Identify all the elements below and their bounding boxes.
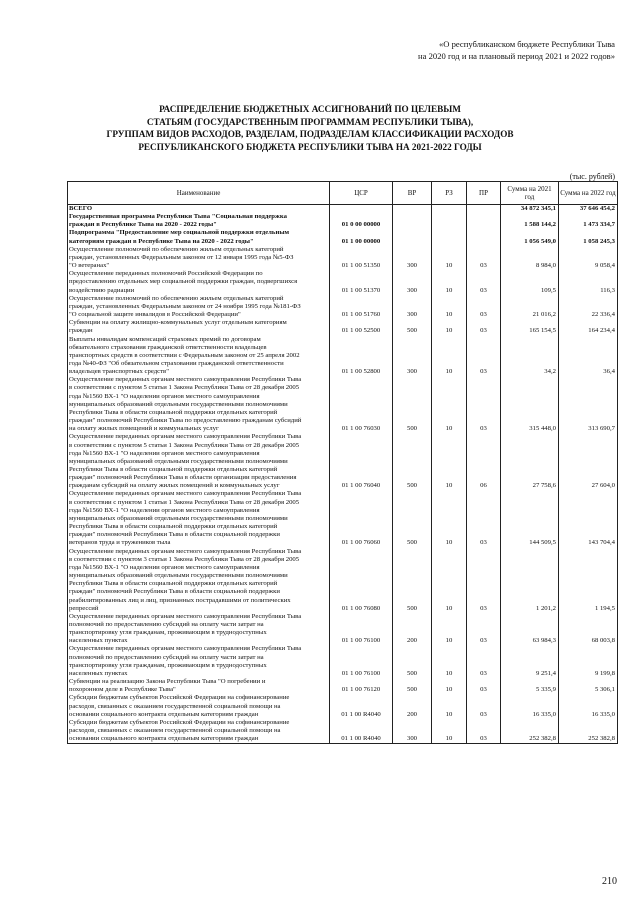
row-vr: 300 <box>393 719 432 744</box>
row-name-line: владельцев транспортных средств" <box>69 368 169 376</box>
row-name <box>68 433 330 490</box>
page-number: 210 <box>602 876 617 887</box>
row-csr: 01 1 00 76040 <box>330 433 393 490</box>
row-vr: 300 <box>393 295 432 319</box>
row-sum-2021: 5 335,9 <box>501 678 559 694</box>
table-row <box>68 694 618 718</box>
row-name-line: транспортировку угля гражданам, проживающим в труднодоступных <box>69 661 267 669</box>
row-rz: 10 <box>432 548 467 613</box>
row-rz <box>432 229 467 245</box>
row-name-line: муниципальных образований отдельными государственными полномочиями <box>69 572 288 580</box>
table-row <box>68 229 618 245</box>
table-row <box>68 613 618 646</box>
row-sum-2022: 116,3 <box>559 270 618 294</box>
row-vr <box>393 213 432 229</box>
row-sum-2021: 1 588 144,2 <box>501 213 559 229</box>
row-pr: 03 <box>467 376 501 433</box>
table-row <box>68 678 618 694</box>
row-name-line: в соответствии с пунктом 5 статьи 1 Закона Республики Тыва от 28 декабря 2005 <box>69 384 300 392</box>
row-name-line: граждан" полномочий Республики Тыва по предоставлению гражданам субсидий <box>69 417 302 425</box>
row-vr: 500 <box>393 548 432 613</box>
row-name-line: основании социального контракта отдельным категориям граждан <box>69 710 259 718</box>
row-name <box>68 229 330 245</box>
row-name <box>68 336 330 377</box>
row-sum-2021: 109,5 <box>501 270 559 294</box>
row-name <box>68 719 330 744</box>
table-row <box>68 246 618 270</box>
table-row <box>68 433 618 490</box>
row-sum-2021: 63 984,3 <box>501 613 559 646</box>
row-name-line: обязательного страхования гражданской ответственности владельцев <box>69 343 267 351</box>
row-name-line: "О социальной защите инвалидов в Российской Федерации" <box>69 311 241 319</box>
row-pr: 03 <box>467 490 501 547</box>
row-sum-2021: 16 335,0 <box>501 694 559 718</box>
row-pr: 03 <box>467 319 501 335</box>
row-pr: 03 <box>467 336 501 377</box>
row-csr: 01 1 00 76120 <box>330 678 393 694</box>
row-rz: 10 <box>432 295 467 319</box>
table-row <box>68 295 618 319</box>
row-name-line: года №1560 ВХ-1 "О наделении органов местного самоуправления <box>69 506 260 514</box>
row-sum-2021: 252 382,8 <box>501 719 559 744</box>
col-header-csr: ЦСР <box>330 182 393 205</box>
row-pr: 03 <box>467 678 501 694</box>
row-csr: 01 1 00 76100 <box>330 645 393 678</box>
row-pr: 06 <box>467 433 501 490</box>
row-name <box>68 694 330 718</box>
row-pr: 03 <box>467 548 501 613</box>
header-line: «О республиканском бюджете Республики Тыва <box>438 39 615 49</box>
table-row <box>68 319 618 335</box>
row-name-line: категориям граждан в Республике Тыва на 2020 - 2022 годы" <box>69 237 254 245</box>
row-vr: 500 <box>393 433 432 490</box>
row-pr: 03 <box>467 613 501 646</box>
row-vr: 300 <box>393 336 432 377</box>
row-name-line: населенных пунктах <box>69 637 128 645</box>
row-name-line: Осуществление переданных органам местного самоуправления Республики Тыва <box>69 547 302 555</box>
row-name-line: граждан <box>69 327 93 335</box>
row-sum-2021: 34 872 345,1 <box>501 205 559 214</box>
row-name-line: Республики Тыва в области социальной поддержки отдельных категорий <box>69 466 278 473</box>
row-sum-2022: 164 234,4 <box>559 319 618 335</box>
row-name-line: воздействию радиации <box>69 286 135 294</box>
document-title <box>40 103 580 153</box>
row-rz: 10 <box>432 336 467 377</box>
row-rz: 10 <box>432 678 467 694</box>
row-name <box>68 376 330 433</box>
row-name-line: года №1560 ВХ-1 "О наделении органов местного самоуправления <box>69 392 260 400</box>
row-sum-2022: 16 335,0 <box>559 694 618 718</box>
row-sum-2021: 34,2 <box>501 336 559 377</box>
row-rz: 10 <box>432 376 467 433</box>
row-name-line: в соответствии с пунктом 1 статьи 1 Закона Республики Тыва от 28 декабря 2005 <box>69 498 300 506</box>
row-name-line: муниципальных образований отдельными государственными полномочиями <box>69 457 288 465</box>
table-row <box>68 719 618 744</box>
row-vr: 500 <box>393 319 432 335</box>
row-name-line: года №40-ФЗ "Об обязательном страховании гражданской ответственности <box>69 359 284 367</box>
table-row <box>68 376 618 433</box>
row-name-line: полномочий по предоставлению субсидий на оплату части затрат на <box>69 620 264 628</box>
title-line: РАСПРЕДЕЛЕНИЕ БЮДЖЕТНЫХ АССИГНОВАНИЙ ПО ЦЕЛЕВЫМ <box>159 104 461 114</box>
row-name-line: Осуществление переданных органам местного самоуправления Республики Тыва <box>69 645 302 653</box>
row-rz: 10 <box>432 319 467 335</box>
table-row <box>68 213 618 229</box>
row-rz <box>432 213 467 229</box>
col-header-vr: ВР <box>393 182 432 205</box>
row-name-line: Государственная программа Республики Тыва "Социальная поддержка <box>69 213 287 221</box>
row-name-line: Субвенции на оплату жилищно-коммунальных услуг отдельным категориям <box>69 319 287 327</box>
row-name-line: граждан, установленных Федеральным законом от 24 ноября 1995 года №181-ФЗ <box>69 302 301 310</box>
row-csr: 01 1 00 00000 <box>330 229 393 245</box>
row-csr: 01 1 00 51760 <box>330 295 393 319</box>
row-sum-2021: 144 509,5 <box>501 490 559 547</box>
row-sum-2022: 36,4 <box>559 336 618 377</box>
row-name <box>68 678 330 694</box>
row-sum-2022: 27 604,0 <box>559 433 618 490</box>
row-csr: 01 1 00 76060 <box>330 490 393 547</box>
row-name-line: Осуществление переданных органам местного самоуправления Республики Тыва <box>69 376 302 384</box>
row-name-line: полномочий по предоставлению субсидий на оплату части затрат на <box>69 653 264 661</box>
row-name-line: предоставлению отдельных мер социальной поддержки граждан, подвергшихся <box>69 278 298 286</box>
title-line: СТАТЬЯМ (ГОСУДАРСТВЕННЫМ ПРОГРАММАМ РЕСПУБЛИКИ ТЫВА), <box>146 116 474 127</box>
table-row <box>68 205 618 214</box>
row-name-line: расходов, связанных с оказанием государственной социальной помощи на <box>69 727 281 734</box>
row-sum-2022: 22 336,4 <box>559 295 618 319</box>
row-name-line: Субвенции на реализацию Закона Республики Тыва "О погребении и <box>69 678 266 686</box>
table-row <box>68 645 618 678</box>
row-pr: 03 <box>467 645 501 678</box>
title-line: ГРУППАМ ВИДОВ РАСХОДОВ, РАЗДЕЛАМ, ПОДРАЗДЕЛАМ КЛАССИФИКАЦИИ РАСХОДОВ <box>106 129 514 139</box>
row-name-line: репрессий <box>69 604 99 612</box>
budget-table <box>67 181 618 744</box>
row-rz: 10 <box>432 270 467 294</box>
row-vr: 300 <box>393 246 432 270</box>
row-name-line: года №1560 ВХ-1 "О наделении органов местного самоуправления <box>69 449 260 457</box>
row-name <box>68 490 330 547</box>
row-pr <box>467 213 501 229</box>
row-vr: 200 <box>393 694 432 718</box>
row-rz: 10 <box>432 694 467 718</box>
row-sum-2022: 9 058,4 <box>559 246 618 270</box>
row-name-line: граждан, установленных Федеральным законом от 12 января 1995 года №5-ФЗ <box>69 253 294 261</box>
row-name <box>68 213 330 229</box>
row-name-line: граждан в Республике Тыва на 2020 - 2022 годы" <box>69 221 217 229</box>
row-vr: 500 <box>393 678 432 694</box>
row-name-line: года №1560 ВХ-1 "О наделении органов местного самоуправления <box>69 563 260 571</box>
row-pr <box>467 205 501 214</box>
row-csr: 01 0 00 00000 <box>330 213 393 229</box>
row-csr: 01 1 00 R4040 <box>330 719 393 744</box>
row-sum-2022: 5 306,1 <box>559 678 618 694</box>
row-pr: 03 <box>467 719 501 744</box>
row-name-line: реабилитированных лиц и лиц, признанных пострадавшими от политических <box>69 596 291 604</box>
row-name <box>68 205 330 214</box>
document-header <box>315 38 615 62</box>
row-vr: 500 <box>393 645 432 678</box>
row-rz: 10 <box>432 719 467 744</box>
row-name-line: граждан" полномочий Республики Тыва в области социальной поддержки <box>69 531 280 539</box>
row-name-line: гражданам субсидий на оплату жилых помещений и коммунальных услуг <box>69 482 280 490</box>
row-name-line: Осуществление полномочий по обеспечению жильем отдельных категорий <box>69 245 284 253</box>
row-vr: 500 <box>393 490 432 547</box>
row-csr: 01 1 00 51370 <box>330 270 393 294</box>
row-name-line: Осуществление переданных органам местного самоуправления Республики Тыва <box>69 612 302 620</box>
row-pr: 03 <box>467 270 501 294</box>
row-csr: 01 1 00 52800 <box>330 336 393 377</box>
row-sum-2021: 315 448,0 <box>501 376 559 433</box>
row-sum-2022: 68 003,8 <box>559 613 618 646</box>
row-name-line: Субсидии бюджетам субъектов Российской Федерации на софинансирование <box>69 694 290 702</box>
row-name-line: в соответствии с пунктом 3 статьи 1 Закона Республики Тыва от 28 декабря 2005 <box>69 555 300 563</box>
row-csr: 01 1 00 76100 <box>330 613 393 646</box>
row-vr: 500 <box>393 376 432 433</box>
row-name <box>68 548 330 613</box>
row-name-line: похоронном деле в Республике Тыва" <box>69 686 176 694</box>
row-rz: 10 <box>432 433 467 490</box>
table-row <box>68 270 618 294</box>
row-name-line: граждан" полномочий Республики Тыва в области социальной поддержки <box>69 588 280 596</box>
row-csr: 01 1 00 R4040 <box>330 694 393 718</box>
row-name-line: транспортных средств в соответствии с Федеральным законом от 25 апреля 2002 <box>69 351 300 359</box>
row-sum-2022: 1 194,5 <box>559 548 618 613</box>
table-row <box>68 548 618 613</box>
row-rz: 10 <box>432 645 467 678</box>
row-name-line: расходов, связанных с оказанием государственной социальной помощи на <box>69 702 281 710</box>
row-name-line: Осуществление переданных органам местного самоуправления Республики Тыва <box>69 490 302 498</box>
row-sum-2021: 8 984,0 <box>501 246 559 270</box>
row-name-line: Выплаты инвалидам компенсаций страховых премий по договорам <box>69 335 261 343</box>
col-header-name: Наименование <box>68 182 330 205</box>
row-vr: 300 <box>393 270 432 294</box>
header-line: на 2020 год и на плановый период 2021 и 2022 годов» <box>418 51 615 61</box>
col-header-rz: РЗ <box>432 182 467 205</box>
row-sum-2022: 37 646 454,2 <box>559 205 618 214</box>
row-vr <box>393 229 432 245</box>
table-row <box>68 336 618 377</box>
row-name <box>68 246 330 270</box>
row-name <box>68 270 330 294</box>
row-name <box>68 613 330 646</box>
row-name-line: "О ветеранах" <box>69 262 110 270</box>
row-csr: 01 1 00 76080 <box>330 548 393 613</box>
row-rz: 10 <box>432 613 467 646</box>
row-pr: 03 <box>467 694 501 718</box>
row-name-line: Осуществление переданных органам местного самоуправления Республики Тыва <box>69 433 302 441</box>
row-name-line: ветеранов труда и тружеников тыла <box>69 539 171 547</box>
row-name-line: муниципальных образований отдельными государственными полномочиями <box>69 400 288 408</box>
row-name-line: Республики Тыва в области социальной поддержки отдельных категорий <box>69 580 278 588</box>
row-sum-2021: 27 758,6 <box>501 433 559 490</box>
row-sum-2022: 9 199,8 <box>559 645 618 678</box>
row-csr <box>330 205 393 214</box>
row-sum-2021: 1 056 549,0 <box>501 229 559 245</box>
row-name-line: Осуществление полномочий по обеспечению жильем отдельных категорий <box>69 294 284 302</box>
units-label: (тыс. рублей) <box>569 172 615 181</box>
col-header-pr: ПР <box>467 182 501 205</box>
row-name <box>68 645 330 678</box>
row-csr: 01 1 00 51350 <box>330 246 393 270</box>
row-sum-2021: 165 154,5 <box>501 319 559 335</box>
row-rz: 10 <box>432 490 467 547</box>
row-sum-2021: 21 016,2 <box>501 295 559 319</box>
col-header-sum-2021: Сумма на 2021 год <box>501 182 559 205</box>
row-sum-2022: 252 382,8 <box>559 719 618 744</box>
row-sum-2021: 9 251,4 <box>501 645 559 678</box>
row-csr: 01 1 00 52500 <box>330 319 393 335</box>
row-vr <box>393 205 432 214</box>
row-sum-2022: 313 690,7 <box>559 376 618 433</box>
row-pr <box>467 229 501 245</box>
row-name-line: в соответствии с пунктом 5 статьи 1 Закона Республики Тыва от 28 декабря 2005 <box>69 441 300 449</box>
row-sum-2021: 1 201,2 <box>501 548 559 613</box>
row-rz: 10 <box>432 246 467 270</box>
row-pr: 03 <box>467 295 501 319</box>
row-name-line: Республики Тыва в области социальной поддержки отдельных категорий <box>69 523 278 531</box>
row-rz <box>432 205 467 214</box>
row-sum-2022: 143 704,4 <box>559 490 618 547</box>
row-sum-2022: 1 058 245,3 <box>559 229 618 245</box>
row-pr: 03 <box>467 246 501 270</box>
table-row <box>68 490 618 547</box>
row-vr: 200 <box>393 613 432 646</box>
row-name <box>68 295 330 319</box>
col-header-sum-2022: Сумма на 2022 год <box>559 182 618 205</box>
row-name-line: Республики Тыва в области социальной поддержки отдельных категорий <box>69 408 278 416</box>
row-name-line: Подпрограмма "Предоставление мер социальной поддержки отдельным <box>69 229 290 237</box>
row-name-line: населенных пунктах <box>69 669 128 677</box>
row-name-line: Субсидии бюджетам субъектов Российской Федерации на софинансирование <box>69 718 290 726</box>
row-csr: 01 1 00 76030 <box>330 376 393 433</box>
row-name-line: ВСЕГО <box>69 205 93 212</box>
title-line: РЕСПУБЛИКАНСКОГО БЮДЖЕТА РЕСПУБЛИКИ ТЫВА НА 2021-2022 ГОДЫ <box>138 141 482 152</box>
row-name-line: муниципальных образований отдельными государственными полномочиями <box>69 514 288 522</box>
row-name <box>68 319 330 335</box>
row-name-line: на оплату жилых помещений и коммунальных услуг <box>69 425 219 433</box>
row-name-line: Осуществление переданных полномочий Российской Федерации по <box>69 270 263 278</box>
table-header-row <box>68 182 618 205</box>
row-name-line: граждан" полномочий Республики Тыва в области организации предоставления <box>69 474 297 482</box>
row-sum-2022: 1 473 334,7 <box>559 213 618 229</box>
row-name-line: транспортировку угля гражданам, проживающим в труднодоступных <box>69 629 267 637</box>
row-name-line: основании социального контракта отдельным категориям граждан <box>69 735 259 743</box>
